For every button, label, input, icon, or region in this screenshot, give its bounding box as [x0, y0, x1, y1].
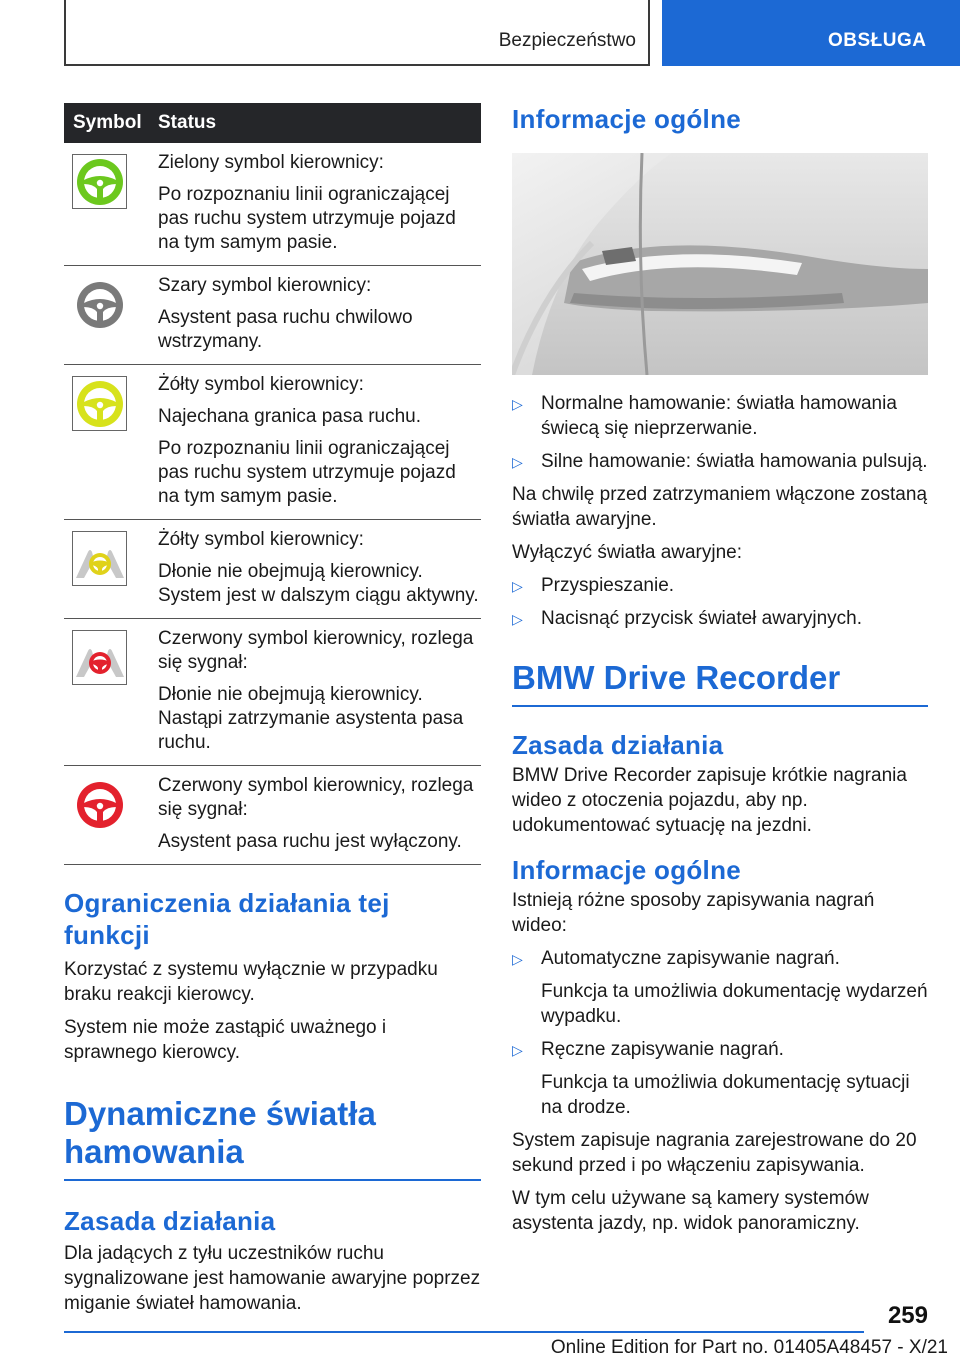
body-paragraph: Na chwilę przed zatrzymaniem włączone zostaną światła awaryjne.	[512, 484, 928, 530]
hands-on-wheel-yellow-icon	[72, 531, 127, 586]
hands-on-wheel-red-icon	[72, 630, 127, 685]
column-header-status: Status	[158, 112, 217, 133]
recording-modes-list	[512, 946, 928, 1120]
body-paragraph: Wyłączyć światła awaryjne:	[512, 542, 743, 563]
info-heading: Informacje ogólne	[512, 104, 742, 134]
table-row	[64, 520, 481, 619]
dynamic-brake-lights-heading: Dynamiczne światła hamowania	[64, 1095, 481, 1181]
triangle-bullet-icon: ▷	[512, 578, 523, 594]
status-title: Zielony symbol kierownicy:	[158, 152, 384, 173]
steering-wheel-yellow-icon	[72, 376, 127, 431]
table-row	[64, 766, 481, 865]
table-row	[64, 365, 481, 520]
body-paragraph: W tym celu używane są kamery systemów asystenta jazdy, np. widok panoramiczny.	[512, 1188, 869, 1234]
steering-wheel-gray-icon	[72, 277, 127, 332]
status-title: Czerwony symbol kierownicy, rozlega się sygnał:	[158, 628, 474, 673]
steering-wheel-green-icon	[72, 154, 127, 209]
status-description: Dłonie nie obejmują kierownicy. System jest w dalszym ciągu aktywny.	[158, 561, 479, 606]
list-item: ▷ Ręczne zapisywanie nagrań. Funkcja ta umożliwia dokumentację sytuacji na drodze.	[512, 1039, 910, 1118]
table-row	[64, 266, 481, 365]
list-item: ▷ Normalne hamowanie: światła hamowania świecą się nieprzerwanie.	[512, 393, 897, 439]
status-description: Asystent pasa ruchu jest wyłączony.	[158, 831, 462, 852]
right-column	[512, 103, 928, 1244]
column-header-symbol: Symbol	[73, 112, 142, 133]
triangle-bullet-icon: ▷	[512, 1042, 523, 1058]
limits-heading: Ograniczenia działania tej funkcji	[64, 888, 390, 950]
status-description: Najechana granica pasa ruchu.	[158, 406, 422, 427]
principle-paragraph: Dla jadących z tyłu uczestników ruchu sygnalizowane jest hamowanie awaryjne poprzez miganie świateł hamowania.	[64, 1243, 481, 1314]
principle-heading: Zasada działania	[512, 730, 724, 760]
list-item: ▷ Automatyczne zapisywanie nagrań. Funkcja ta umożliwia dokumentację wydarzeń wypadku.	[512, 948, 928, 1027]
limits-paragraph: Korzystać z systemu wyłącznie w przypadku braku reakcji kierowcy.	[64, 959, 438, 1005]
edition-footer: Online Edition for Part no. 01405A48457 - X/21	[550, 1337, 948, 1358]
rear-light-photo	[512, 153, 928, 375]
status-description: Dłonie nie obejmują kierownicy. Nastąpi zatrzymanie asystenta pasa ruchu.	[158, 684, 464, 753]
table-row	[64, 143, 481, 266]
status-title: Żółty symbol kierownicy:	[158, 374, 364, 395]
table-header	[64, 103, 481, 143]
info-heading: Informacje ogólne	[512, 855, 742, 885]
triangle-bullet-icon: ▷	[512, 396, 523, 412]
header-bar	[64, 0, 650, 66]
brake-behavior-list	[512, 391, 928, 474]
list-item: ▷ Nacisnąć przycisk świateł awaryjnych.	[512, 606, 928, 631]
steering-wheel-red-icon	[72, 777, 127, 832]
body-paragraph: Istnieją różne sposoby zapisywania nagrań wideo:	[512, 890, 875, 936]
page-number: 259	[887, 1302, 928, 1329]
status-description: Po rozpoznaniu linii ograniczającej pas ruchu system utrzymuje pojazd na tym samym pasie.	[158, 438, 456, 507]
chapter-tab[interactable]: OBSŁUGA	[662, 0, 960, 66]
footer-divider	[64, 1331, 864, 1333]
status-description: Po rozpoznaniu linii ograniczającej pas ruchu system utrzymuje pojazd na tym samym pasie.	[158, 184, 456, 253]
limits-paragraph: System nie może zastąpić uważnego i sprawnego kierowcy.	[64, 1017, 387, 1063]
list-item: ▷ Przyspieszanie.	[512, 573, 928, 598]
triangle-bullet-icon: ▷	[512, 454, 523, 470]
status-description: Asystent pasa ruchu chwilowo wstrzymany.	[158, 307, 413, 352]
status-title: Szary symbol kierownicy:	[158, 275, 372, 296]
body-paragraph: System zapisuje nagrania zarejestrowane do 20 sekund przed i po włączeniu zapisywania.	[512, 1130, 917, 1176]
status-title: Czerwony symbol kierownicy, rozlega się sygnał:	[158, 775, 474, 820]
disable-hazard-list	[512, 573, 928, 631]
left-column	[64, 103, 481, 1324]
triangle-bullet-icon: ▷	[512, 951, 523, 967]
principle-heading: Zasada działania	[64, 1206, 276, 1236]
table-row	[64, 619, 481, 766]
status-title: Żółty symbol kierownicy:	[158, 529, 364, 550]
drive-recorder-heading: BMW Drive Recorder	[512, 659, 928, 707]
section-title: Bezpieczeństwo	[498, 30, 636, 51]
principle-paragraph: BMW Drive Recorder zapisuje krótkie nagrania wideo z otoczenia pojazdu, aby np. udokumentować sytuację na jezdni.	[512, 765, 907, 836]
list-item: ▷ Silne hamowanie: światła hamowania pulsują.	[512, 449, 928, 474]
triangle-bullet-icon: ▷	[512, 611, 523, 627]
